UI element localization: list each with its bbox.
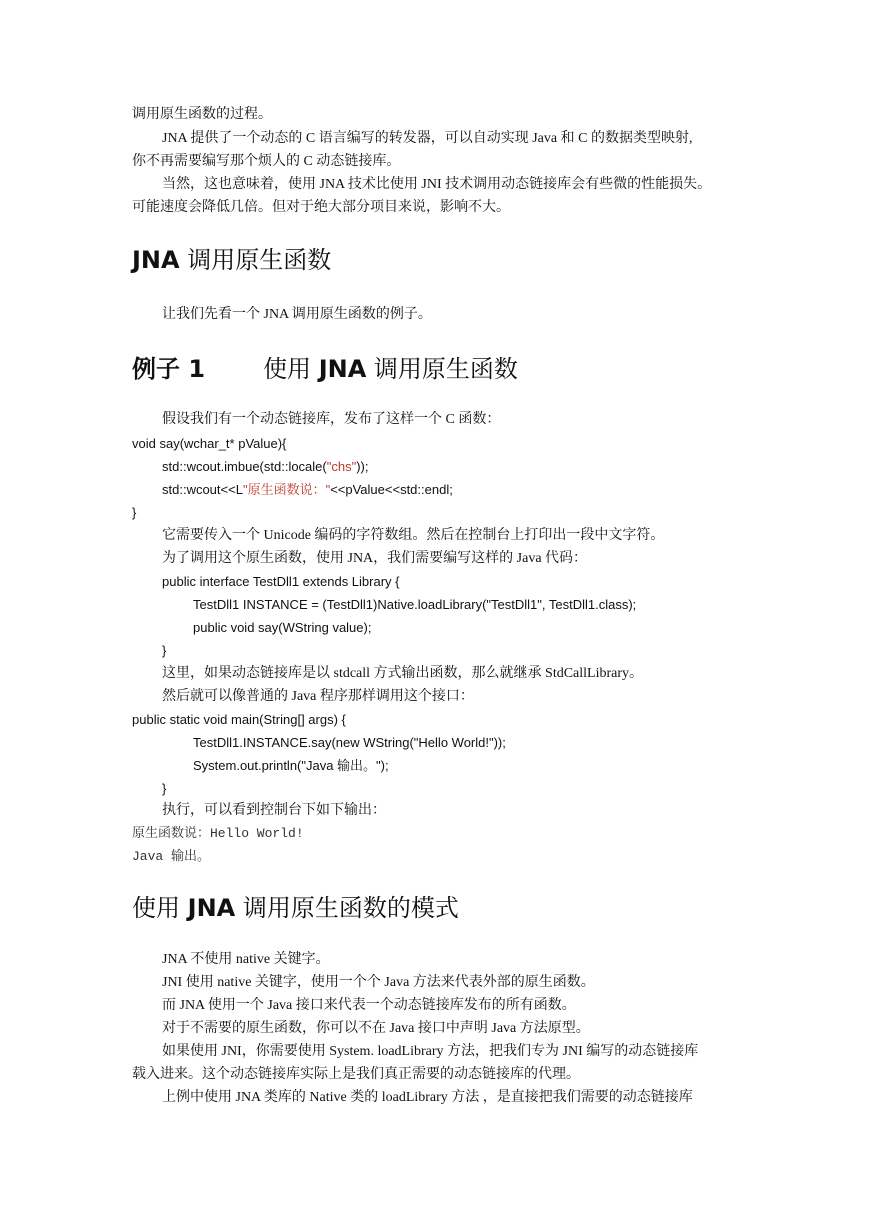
section-2-paragraph: 而 JNA 使用一个 Java 接口来代表一个动态链接库发布的所有函数。 — [162, 998, 576, 1013]
c-code-line: std::wcout.imbue(std::locale("chs")); — [162, 459, 369, 474]
intro-paragraph-2-line-2: 可能速度会降低几倍。但对于绝大部分项目来说，影响不大。 — [132, 200, 510, 215]
section-2-paragraph: 上例中使用 JNA 类库的 Native 类的 loadLibrary 方法 ，是直接把我们需要的动态链接库 — [162, 1090, 693, 1105]
intro-paragraph-end: 调用原生函数的过程。 — [132, 107, 272, 122]
java-code-line: } — [162, 643, 167, 658]
c-code-line: } — [132, 505, 137, 520]
section-heading-jna-pattern: 使用 JNA 调用原生函数的模式 — [132, 894, 459, 922]
java-code-line: TestDll1.INSTANCE.say(new WString("Hello World!")); — [193, 735, 506, 750]
heading-bold-term: JNA — [132, 246, 180, 274]
example-label: 例子 1 — [132, 355, 206, 383]
body-paragraph: 为了调用这个原生函数，使用 JNA，我们需要编写这样的 Java 代码： — [162, 551, 588, 566]
section-2-paragraph: JNI 使用 native 关键字，使用一个个 Java 方法来代表外部的原生函数。 — [162, 975, 595, 990]
string-literal: "chs" — [326, 459, 357, 474]
example-title-post: 调用原生函数 — [366, 355, 518, 383]
section-1-intro: 让我们先看一个 JNA 调用原生函数的例子。 — [162, 307, 432, 322]
example-heading — [132, 354, 518, 384]
c-code-line: std::wcout<<L"原生函数说："<<pValue<<std::endl; — [162, 482, 453, 497]
body-paragraph: 这里，如果动态链接库是以 stdcall 方式输出函数，那么就继承 StdCallLibrary。 — [162, 666, 644, 681]
intro-paragraph-2-line-1: 当然，这也意味着，使用 JNA 技术比使用 JNI 技术调用动态链接库会有些微的性能损失。 — [162, 177, 712, 192]
section-heading-jna-call — [132, 245, 331, 275]
example-title-bold: JNA — [318, 355, 367, 383]
body-paragraph: 它需要传入一个 Unicode 编码的字符数组。然后在控制台上打印出一段中文字符。 — [162, 528, 665, 543]
heading-bold-term: JNA — [187, 894, 236, 922]
java-code-line: TestDll1 INSTANCE = (TestDll1)Native.loadLibrary("TestDll1", TestDll1.class); — [193, 597, 637, 612]
java-code-line: public interface TestDll1 extends Library { — [162, 574, 400, 589]
string-literal: "原生函数说：" — [242, 482, 331, 497]
section-2-paragraph-line-2: 载入进来。这个动态链接库实际上是我们真正需要的动态链接库的代理。 — [132, 1067, 580, 1082]
section-2-paragraph: 对于不需要的原生函数，你可以不在 Java 接口中声明 Java 方法原型。 — [162, 1021, 590, 1036]
example-title-pre: 使用 — [263, 355, 319, 383]
heading-text: 调用原生函数 — [179, 246, 332, 274]
intro-paragraph-1-line-2: 你不再需要编写那个烦人的 C 动态链接库。 — [132, 154, 401, 169]
intro-paragraph-1-line-1: JNA 提供了一个动态的 C 语言编写的转发器，可以自动实现 Java 和 C 的数据类型映射, — [162, 131, 693, 146]
body-paragraph: 执行，可以看到控制台下如下输出： — [162, 803, 386, 818]
console-output-line: Java 输出。 — [132, 849, 211, 864]
body-paragraph: 假设我们有一个动态链接库，发布了这样一个 C 函数： — [162, 412, 501, 427]
section-2-paragraph-line-1: 如果使用 JNI，你需要使用 System. loadLibrary 方法，把我们专为 JNI 编写的动态链接库 — [162, 1044, 699, 1059]
java-code-line: public void say(WString value); — [193, 620, 372, 635]
java-code-line: } — [162, 781, 167, 796]
console-output-line: 原生函数说：Hello World! — [132, 826, 304, 841]
java-code-line: System.out.println("Java 输出。"); — [193, 758, 389, 773]
section-2-paragraph: JNA 不使用 native 关键字。 — [162, 952, 330, 967]
body-paragraph: 然后就可以像普通的 Java 程序那样调用这个接口： — [162, 689, 474, 704]
c-code-line: void say(wchar_t* pValue){ — [132, 436, 287, 451]
java-code-line: public static void main(String[] args) { — [132, 712, 346, 727]
